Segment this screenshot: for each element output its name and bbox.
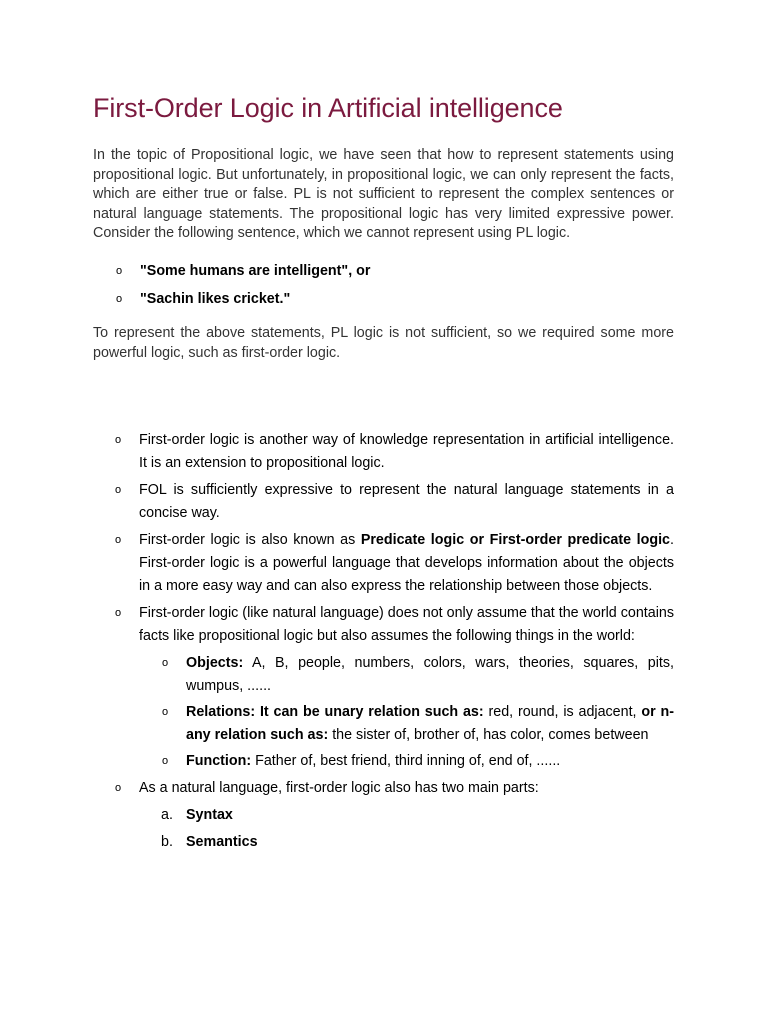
relations-text-2: the sister of, brother of, has color, comes between xyxy=(328,727,649,744)
list-item xyxy=(93,777,674,854)
relations-label-2: or n-any relation such as: xyxy=(186,704,674,744)
list-item xyxy=(93,262,674,282)
hollow-bullet-icon: o xyxy=(162,755,169,768)
objects-text: A, B, people, numbers, colors, wars, theories, squares, pits, wumpus, ...... xyxy=(186,655,674,695)
after-quotes-paragraph: To represent the above statements, PL logic is not sufficient, so we required some more powerful logic, such as first-order logic. xyxy=(93,325,674,361)
list-item xyxy=(93,290,674,310)
objects-label: Objects: xyxy=(186,655,244,672)
point-text: FOL is sufficiently expressive to represent the natural language statements in a concise way. xyxy=(139,482,674,522)
point-text-bold: Predicate logic or First-order predicate logic xyxy=(360,532,671,549)
list-item xyxy=(139,652,674,698)
point-text: First-order logic is another way of knowledge representation in artificial intelligence. It is an extension to propositional logic. xyxy=(139,432,674,472)
point-text-pre: First-order logic is also known as xyxy=(139,532,361,549)
fol-points-list xyxy=(93,429,674,854)
point-text: First-order logic (like natural language) does not only assume that the world contains facts like propositional logic but also assumes the following things in the world: xyxy=(139,605,674,645)
list-item xyxy=(139,804,674,827)
point-text-post: . First-order logic is a powerful language that develops information about the objects in a more easy way and can also express the relationship between those objects. xyxy=(139,532,674,595)
world-things-list xyxy=(139,652,674,773)
example-sentence: "Sachin likes cricket." xyxy=(140,290,291,307)
hollow-bullet-icon: o xyxy=(116,292,123,305)
hollow-bullet-icon: o xyxy=(115,484,122,497)
intro-paragraph: In the topic of Propositional logic, we have seen that how to represent statements using propositional logic. But unfortunately, in propositional logic, we can only represent the facts, which are either true or false. PL is not sufficient to represent the complex sentences or natural language statements. The propositional logic has very limited expressive power. Consider the following sentence, which we cannot represent using PL logic. xyxy=(93,147,674,242)
list-item xyxy=(93,429,674,475)
hollow-bullet-icon: o xyxy=(115,607,122,620)
hollow-bullet-icon: o xyxy=(162,657,169,670)
function-text: Father of, best friend, third inning of, end of, ...... xyxy=(251,753,561,770)
document-page xyxy=(93,92,674,858)
hollow-bullet-icon: o xyxy=(162,706,169,719)
list-letter: a. xyxy=(161,807,173,824)
point-text: As a natural language, first-order logic also has two main parts: xyxy=(139,780,539,797)
hollow-bullet-icon: o xyxy=(116,264,123,277)
list-item xyxy=(93,529,674,598)
example-sentence: "Some humans are intelligent", or xyxy=(140,262,371,279)
list-letter: b. xyxy=(161,834,173,851)
relations-text: red, round, is adjacent, xyxy=(483,704,642,721)
list-item xyxy=(93,479,674,525)
hollow-bullet-icon: o xyxy=(115,534,122,547)
list-item xyxy=(139,831,674,854)
list-item xyxy=(93,602,674,773)
fol-parts-list xyxy=(139,804,674,854)
list-item xyxy=(139,750,674,773)
hollow-bullet-icon: o xyxy=(115,782,122,795)
page-title: First-Order Logic in Artificial intelligence xyxy=(93,93,563,123)
example-sentences-list xyxy=(93,262,674,309)
list-item xyxy=(139,701,674,747)
part-label: Semantics xyxy=(186,834,258,851)
part-label: Syntax xyxy=(186,807,233,824)
relations-label: Relations: It can be unary relation such as: xyxy=(186,704,484,721)
function-label: Function: xyxy=(186,753,252,770)
hollow-bullet-icon: o xyxy=(115,434,122,447)
